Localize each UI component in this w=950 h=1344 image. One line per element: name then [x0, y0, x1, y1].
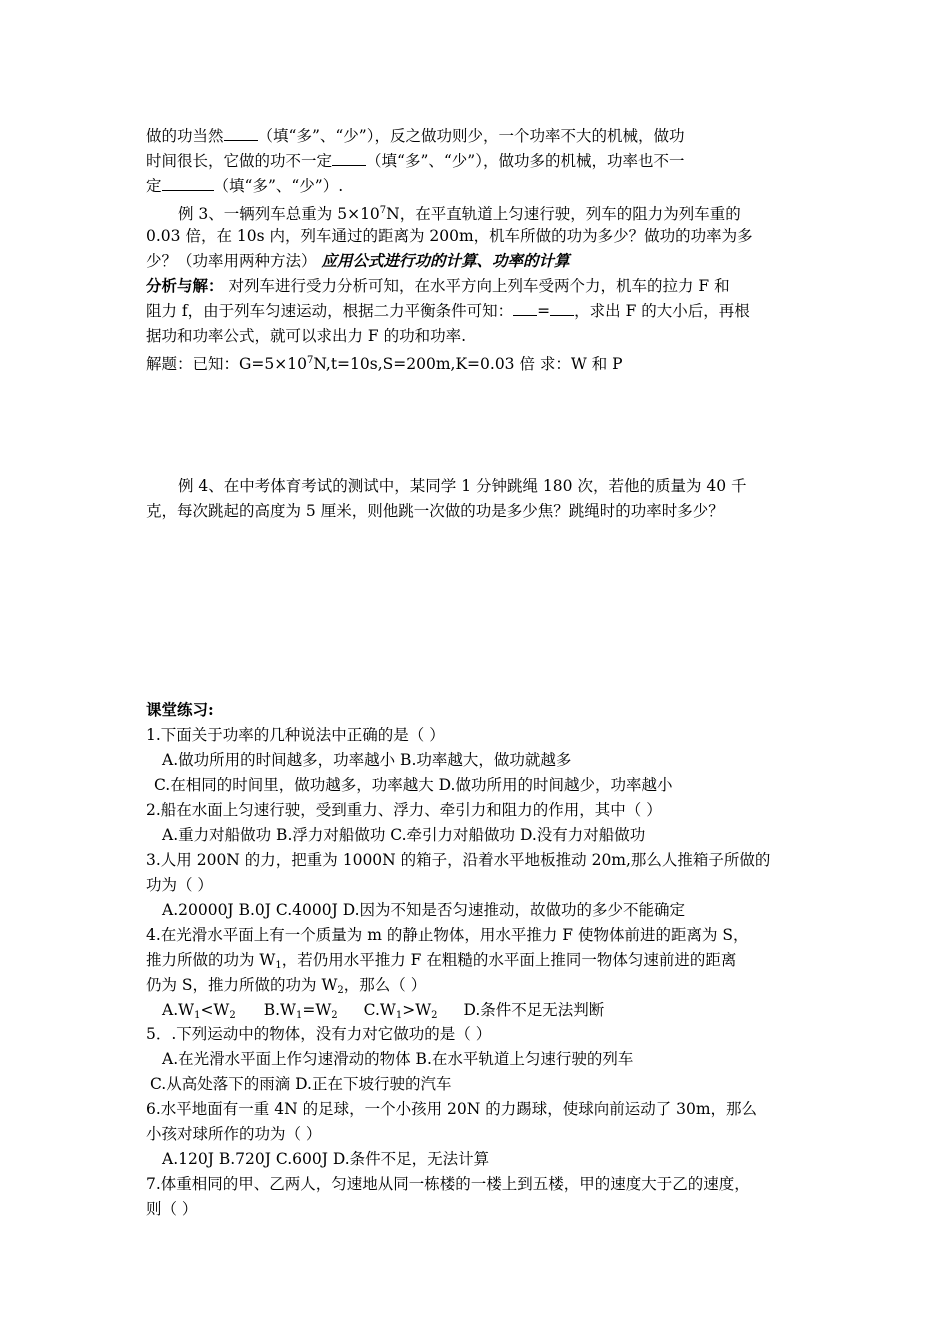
question-5-options-cd: C.从高处落下的雨滴 D.正在下坡行驶的汽车	[150, 1075, 452, 1093]
option-d: D.条件不足无法判断	[463, 1001, 605, 1019]
option-b: $B.W_1=W_2$	[263, 1001, 338, 1021]
question-3-line-2: 功为（ ）	[146, 876, 213, 894]
example-3-line-2: 0.03 倍，在 10s 内，列车通过的距离为 200m，机车所做的功为多少？做功的功率为多	[146, 227, 753, 245]
question-3-line-1: 3.人用 200N 的力，把重为 1000N 的箱子，沿着水平地板推动 20m,那么人推箱子所做的	[146, 851, 771, 869]
fill-blank	[162, 175, 214, 191]
question-1-options-cd: C.在相同的时间里，做功越多，功率越大 D.做功所用的时间越少，功率越小	[154, 776, 673, 794]
question-5-options-ab: A.在光滑水平面上作匀速滑动的物体 B.在水平轨道上匀速行驶的列车	[162, 1050, 634, 1068]
analysis-line-1: 分析与解： 对列车进行受力分析可知，在水平方向上列车受两个力，机车的拉力 F 和	[146, 276, 730, 295]
analysis-label: 分析与解：	[146, 276, 224, 295]
example-4-line-1: 例 4、在中考体育考试的测试中，某同学 1 分钟跳绳 180 次，若他的质量为 40 千	[178, 477, 747, 495]
question-7-line-1: 7.体重相同的甲、乙两人，匀速地从同一栋楼的一楼上到五楼，甲的速度大于乙的速度，	[146, 1175, 750, 1193]
fill-blank	[224, 125, 258, 141]
question-4-line-2: 推力所做的功为 $W_1$，若仍用水平推力 F 在粗糙的水平面上推同一物体匀速前进的距离	[146, 951, 737, 971]
intro-line-2: 时间很长，它做的功不一定 （填“多”、“少”），做功多的机械，功率也不一	[146, 152, 685, 170]
option-a: $A.W_1<W_2$	[162, 1001, 236, 1021]
example-4-line-2: 克，每次跳起的高度为 5 厘米，则他跳一次做的功是多少焦？跳绳时的功率时多少？	[146, 502, 724, 520]
question-4-line-3: 仍为 S，推力所做的功为 $W_2$，那么（ ）	[146, 976, 427, 996]
fill-blank	[513, 300, 537, 316]
question-1-options-ab: A.做功所用的时间越多，功率越小 B.功率越大，做功就越多	[162, 751, 572, 769]
question-3-options: A.20000J B.0J C.4000J D.因为不知是否匀速推动，故做功的多少不能确定	[162, 901, 686, 919]
solution-line: 解题：已知：$G=5\times 10^7N,t=10s,S=200m,K=0.03$ 倍 求：W 和 P	[146, 355, 623, 373]
question-5: 5．.下列运动中的物体，没有力对它做功的是（ ）	[146, 1025, 492, 1043]
analysis-line-2: 阻力 f，由于列车匀速运动，根据二力平衡条件可知： = ，求出 F 的大小后，再根	[146, 302, 750, 320]
fill-blank	[332, 150, 366, 166]
question-6-line-2: 小孩对球所作的功为（ ）	[146, 1125, 322, 1143]
question-7-line-2: 则（ ）	[146, 1200, 198, 1218]
example-3-line-3: 少？（功率用两种方法） 应用公式进行功的计算、功率的计算	[146, 251, 570, 270]
option-c: $C.W_1>W_2$	[363, 1001, 438, 1021]
question-2: 2.船在水面上匀速行驶，受到重力、浮力、牵引力和阻力的作用，其中（ ）	[146, 801, 662, 819]
fill-blank	[550, 300, 574, 316]
question-6-line-1: 6.水平地面有一重 4N 的足球，一个小孩用 20N 的力踢球，使球向前运动了 30m，那么	[146, 1100, 758, 1118]
intro-line-1: 做的功当然 （填“多”、“少”），反之做功则少，一个功率不大的机械，做功	[146, 127, 685, 145]
question-6-options: A.120J B.720J C.600J D.条件不足，无法计算	[162, 1150, 490, 1168]
analysis-line-3: 据功和功率公式，就可以求出力 F 的功和功率.	[146, 327, 467, 345]
question-1: 1.下面关于功率的几种说法中正确的是（ ）	[146, 726, 445, 744]
example-3-line-1: 例 3、一辆列车总重为 $5\times 10^7N$，在平直轨道上匀速行驶，列车的阻力为列车重的	[178, 205, 741, 223]
question-2-options: A.重力对船做功 B.浮力对船做功 C.牵引力对船做功 D.没有力对船做功	[162, 826, 646, 844]
question-4-line-1: 4.在光滑水平面上有一个质量为 m 的静止物体，用水平推力 F 使物体前进的距离为 S，	[146, 926, 749, 944]
intro-line-3: 定 （填“多”、“少”）.	[146, 177, 344, 195]
topic-note: 应用公式进行功的计算、功率的计算	[321, 251, 570, 270]
practice-heading: 课堂练习:	[146, 700, 214, 719]
